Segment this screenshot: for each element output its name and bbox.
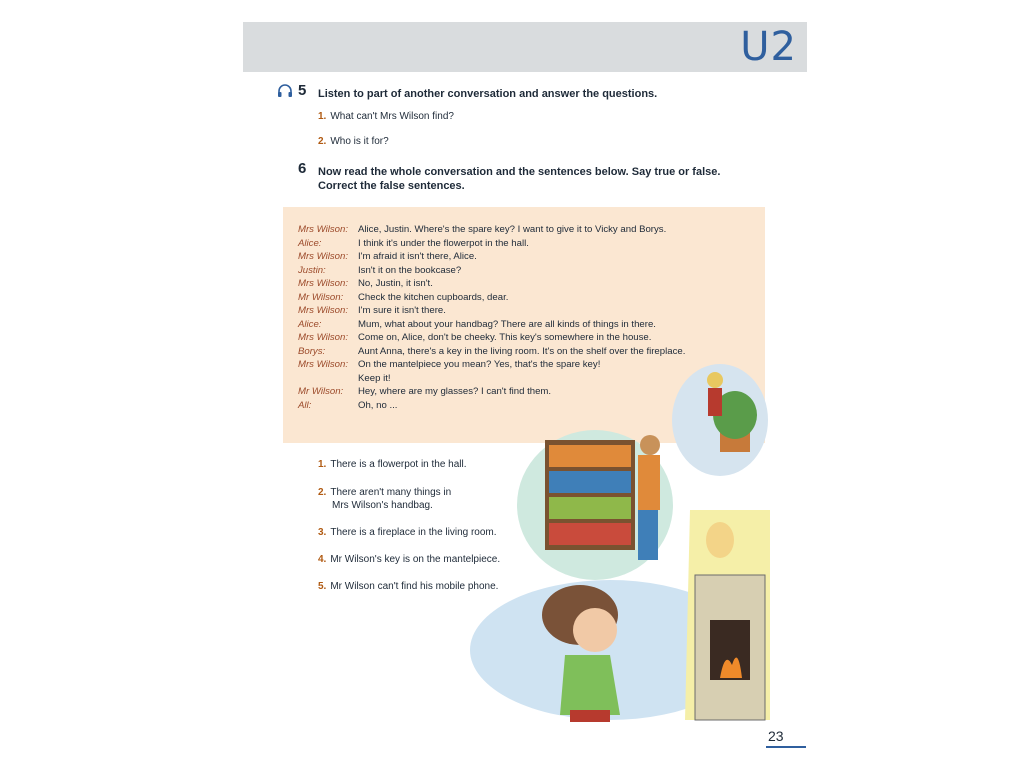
statement-2 — [318, 486, 508, 512]
speech-text: Keep it! — [358, 372, 391, 384]
speech-text: Mum, what about your handbag? There are all kinds of things in there. — [358, 318, 656, 330]
speech-text: Come on, Alice, don't be cheeky. This key's somewhere in the house. — [358, 332, 652, 343]
exercise-5-question-1 — [318, 111, 454, 122]
speaker-name: Mrs Wilson: — [298, 359, 349, 370]
speech-text: Hey, where are my glasses? I can't find them. — [358, 386, 552, 397]
speech-text: I'm afraid it isn't there, Alice. — [358, 251, 477, 262]
speech-text: Check the kitchen cupboards, dear. — [358, 291, 509, 303]
statement-number: 1. — [318, 459, 327, 470]
exercise-5-number: 5 — [298, 82, 307, 99]
page-number-underline — [766, 746, 806, 748]
statement-number: 3. — [318, 527, 327, 538]
speech-text: On the mantelpiece you mean? Yes, that's the spare key! — [358, 359, 601, 370]
page-number: 23 — [768, 728, 784, 744]
statement-number: 4. — [318, 554, 327, 565]
speaker-name: Mrs Wilson: — [298, 224, 349, 235]
headphones-icon — [277, 84, 293, 98]
exercise-5-instruction: Listen to part of another conversation and answer the questions. — [318, 88, 658, 100]
speech-text: Oh, no ... — [358, 399, 398, 411]
speech-text: No, Justin, it isn't. — [358, 278, 433, 289]
unit-header-bar — [243, 22, 807, 72]
statement-1 — [318, 458, 508, 471]
speech-text: Alice, Justin. Where's the spare key? I want to give it to Vicky and Borys. — [358, 224, 667, 235]
statement-text-continued: Mrs Wilson's handbag. — [332, 500, 433, 511]
exercise-5-question-2 — [318, 136, 389, 147]
speech-text: I think it's under the flowerpot in the hall. — [358, 237, 529, 249]
speaker-name: Mr Wilson: — [298, 291, 344, 303]
exercise-6-instruction-line-2: Correct the false sentences. — [318, 180, 465, 192]
speaker-name: Mrs Wilson: — [298, 278, 349, 289]
statement-4 — [318, 553, 508, 566]
statement-number: 5. — [318, 581, 327, 592]
family-search-illustration — [470, 360, 770, 730]
statement-3 — [318, 526, 508, 539]
speaker-name: Alice: — [298, 318, 322, 330]
statement-5 — [318, 580, 508, 593]
statement-text: Mr Wilson can't find his mobile phone. — [330, 581, 499, 592]
question-text: What can't Mrs Wilson find? — [330, 111, 454, 122]
statement-text: Mr Wilson's key is on the mantelpiece. — [330, 554, 501, 565]
statement-text: There is a flowerpot in the hall. — [330, 459, 467, 470]
question-number: 1. — [318, 111, 327, 122]
speaker-name: Mrs Wilson: — [298, 332, 349, 343]
speaker-name: Borys: — [298, 345, 326, 357]
statement-number: 2. — [318, 487, 327, 498]
exercise-6-instruction-line-1: Now read the whole conversation and the sentences below. Say true or false. — [318, 166, 721, 178]
speaker-name: Justin: — [298, 264, 326, 276]
unit-label: U2 — [740, 24, 797, 70]
speaker-name: Mrs Wilson: — [298, 251, 349, 262]
speaker-name: Mr Wilson: — [298, 386, 344, 397]
statement-text: There is a fireplace in the living room. — [330, 527, 497, 538]
question-number: 2. — [318, 136, 327, 147]
speaker-name: Alice: — [298, 237, 322, 249]
exercise-6-number: 6 — [298, 160, 307, 177]
statement-text: There aren't many things in — [330, 487, 452, 498]
question-text: Who is it for? — [330, 136, 389, 147]
speech-text: Isn't it on the bookcase? — [358, 264, 462, 276]
speaker-name: Mrs Wilson: — [298, 305, 349, 316]
speaker-name: All: — [298, 399, 312, 411]
speech-text: Aunt Anna, there's a key in the living room. It's on the shelf over the fireplace. — [358, 345, 686, 357]
speech-text: I'm sure it isn't there. — [358, 305, 446, 316]
